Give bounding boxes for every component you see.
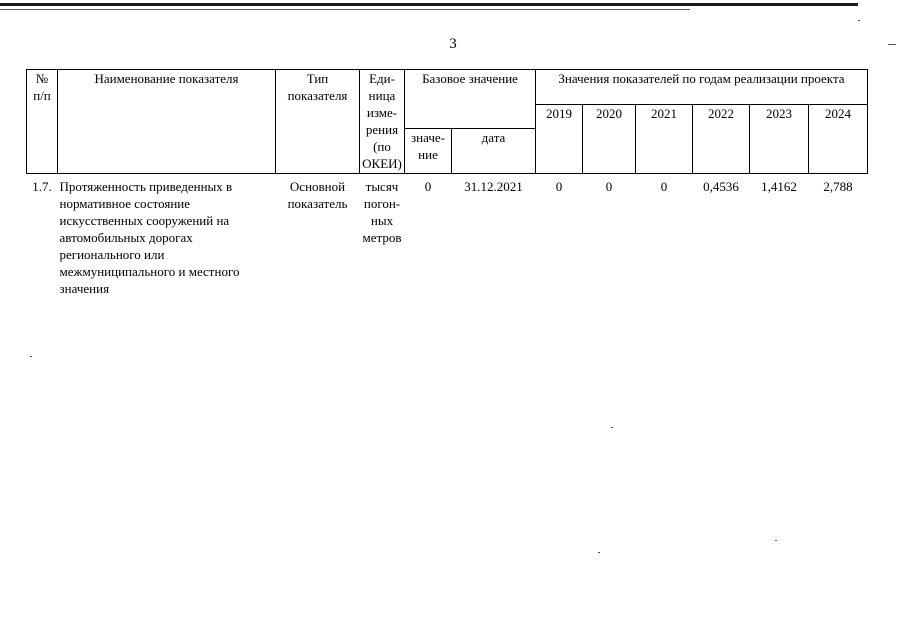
- row-num: 1.7.: [32, 179, 52, 194]
- row-value-2020: 0: [605, 179, 613, 194]
- scan-speck: [775, 540, 777, 541]
- row-type: Основной показатель: [287, 179, 348, 211]
- row-value-2019: 0: [555, 179, 563, 194]
- top-border-line-thin: [0, 9, 690, 10]
- row-value-2022: 0,4536: [703, 179, 739, 194]
- header-unit: Еди-ница изме-рения (по ОКЕИ): [360, 70, 405, 174]
- table-row: [27, 174, 868, 298]
- row-base-date: 31.12.2021: [464, 179, 523, 194]
- row-value-2024: 2,788: [823, 179, 853, 194]
- header-base: Базовое значение: [405, 70, 536, 129]
- header-type: Тип показателя: [276, 70, 360, 174]
- indicators-table: [26, 69, 868, 297]
- scan-speck: [858, 20, 860, 21]
- scan-speck: [30, 356, 32, 357]
- header-year-2021: 2021: [636, 105, 693, 174]
- header-num: № п/п: [27, 70, 58, 174]
- header-year-2024: 2024: [809, 105, 868, 174]
- row-value-2023: 1,4162: [761, 179, 797, 194]
- scan-speck: [611, 427, 613, 428]
- row-base-value: 0: [424, 179, 432, 194]
- header-year-2020: 2020: [583, 105, 636, 174]
- scan-speck: [598, 552, 600, 553]
- header-year-2022: 2022: [693, 105, 750, 174]
- scan-speck: [888, 44, 896, 45]
- page-number: 3: [449, 36, 457, 52]
- header-years-group: Значения показателей по годам реализации проекта: [536, 70, 868, 105]
- top-border-line: [0, 3, 858, 6]
- row-name: Протяженность приведенных в нормативное состояние искусственных сооружений на автомобильных дорогах регионального или межмуниципального и местного значения: [59, 179, 240, 296]
- header-row-1: [27, 70, 868, 105]
- row-value-2021: 0: [660, 179, 668, 194]
- row-unit: тысяч погон-ных метров: [362, 179, 402, 245]
- header-base-date: дата: [452, 129, 536, 174]
- header-year-2019: 2019: [536, 105, 583, 174]
- header-year-2023: 2023: [750, 105, 809, 174]
- header-name: Наименование показателя: [58, 70, 276, 174]
- header-base-value: значе-ние: [405, 129, 452, 174]
